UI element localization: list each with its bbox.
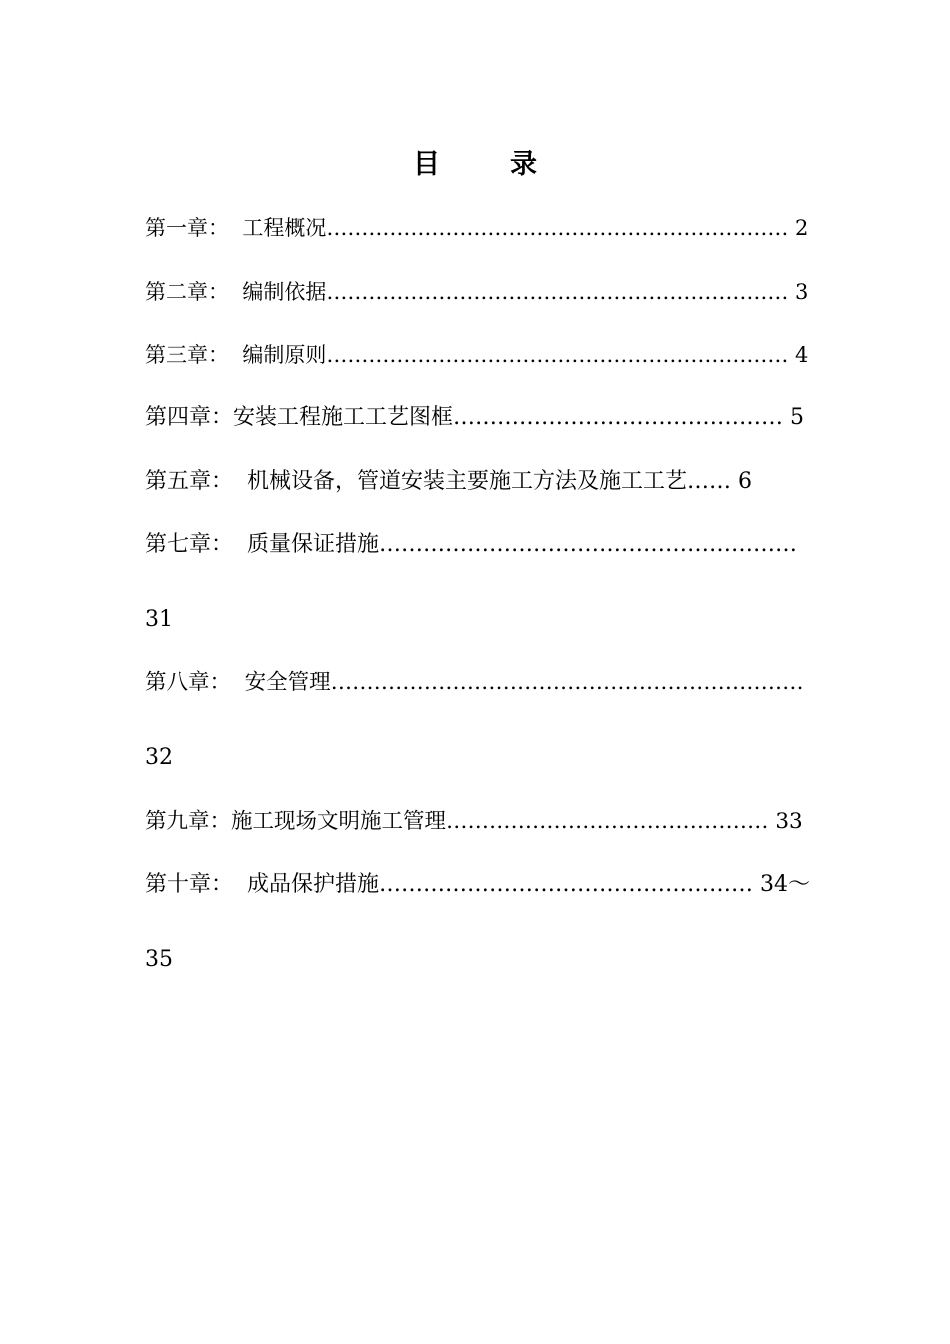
toc-line-1: 第一章： 工程概况………………………………………………………… 2	[145, 216, 809, 240]
toc-line-7-page: 32	[145, 745, 173, 770]
page-title	[0, 142, 950, 181]
toc-line-3: 第三章： 编制原则………………………………………………………… 4	[145, 343, 809, 367]
toc-line-6: 第七章： 质量保证措施…………………………………………………	[145, 532, 797, 557]
toc-line-7: 第八章： 安全管理…………………………………………………………	[145, 670, 804, 695]
toc-line-2: 第二章： 编制依据………………………………………………………… 3	[145, 280, 809, 304]
title-char-1: 目	[413, 149, 440, 180]
title-char-2: 录	[510, 149, 537, 180]
toc-line-9-page: 35	[145, 947, 173, 972]
toc-line-8: 第九章：施工现场文明施工管理……………………………………… 33	[145, 809, 803, 834]
toc-line-6-page: 31	[145, 607, 173, 632]
toc-line-4: 第四章：安装工程施工工艺图框……………………………………… 5	[145, 405, 804, 430]
toc-line-5: 第五章： 机械设备，管道安装主要施工方法及施工工艺…… 6	[145, 469, 752, 494]
toc-line-9: 第十章： 成品保护措施…………………………………………… 34～	[145, 872, 810, 897]
